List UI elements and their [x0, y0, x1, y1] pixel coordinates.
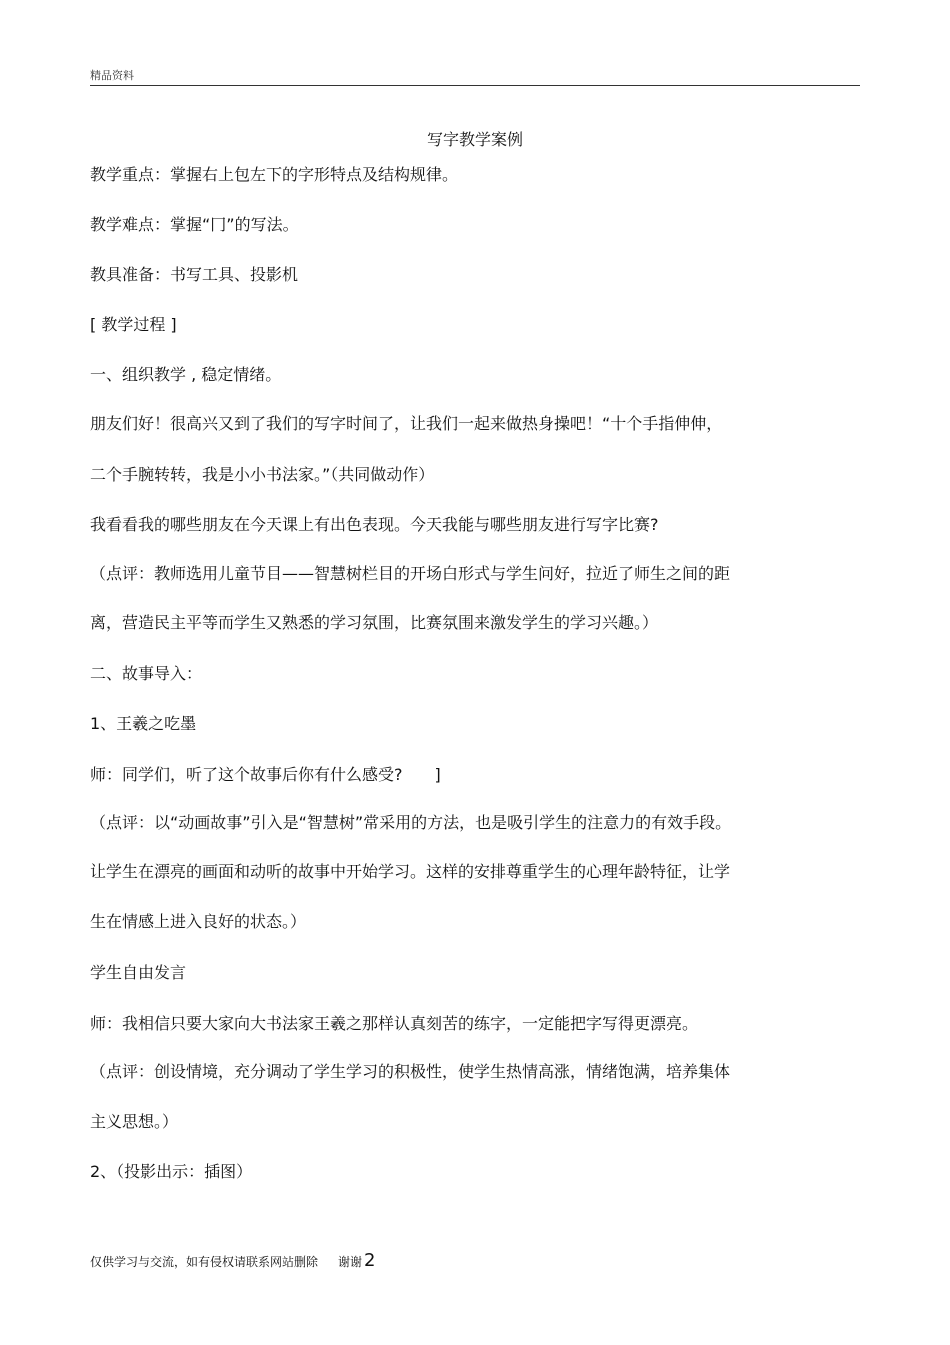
text-line: 生在情感上进入良好的状态。） [90, 912, 307, 931]
text-line: 离，营造民主平等而学生又熟悉的学习氛围，比赛氛围来激发学生的学习兴趣。） [90, 613, 659, 632]
footer [90, 1250, 375, 1271]
text-line: （点评：以“动画故事”引入是“智慧树”常采用的方法，也是吸引学生的注意力的有效手段。 [90, 813, 732, 832]
text-line: 主义思想。） [90, 1112, 179, 1131]
text-line: 让学生在漂亮的画面和动听的故事中开始学习。这样的安排尊重学生的心理年龄特征，让学 [90, 862, 731, 881]
text-line: 教学难点：掌握“冂”的写法。 [90, 215, 299, 234]
text-line: 师：同学们，听了这个故事后你有什么感受? ] [90, 765, 441, 784]
text-line: 朋友们好！很高兴又到了我们的写字时间了，让我们一起来做热身操吧！“十个手指伸伸， [90, 414, 723, 433]
text-line: （点评：教师选用儿童节目——智慧树栏目的开场白形式与学生问好，拉近了师生之间的距 [90, 564, 731, 583]
page-number: 2 [364, 1250, 376, 1271]
text-line: 二个手腕转转，我是小小书法家。”（共同做动作） [90, 465, 435, 484]
text-line: 我看看我的哪些朋友在今天课上有出色表现。今天我能与哪些朋友进行写字比赛? [90, 515, 659, 534]
text-line: 二、故事导入： [90, 664, 203, 683]
footer-text: 仅供学习与交流，如有侵权请联系网站删除 [90, 1255, 319, 1269]
footer-thanks: 谢谢 [338, 1255, 363, 1269]
text-line: [ 教学过程 ] [90, 315, 177, 334]
document-title: 写字教学案例 [426, 130, 523, 149]
header-divider [90, 85, 860, 86]
text-line: （点评：创设情境，充分调动了学生学习的积极性，使学生热情高涨，情绪饱满，培养集体 [90, 1062, 731, 1081]
text-line: 学生自由发言 [90, 963, 187, 982]
text-line: 1、王羲之吃墨 [90, 714, 197, 733]
text-line: 2、（投影出示：插图） [90, 1162, 253, 1181]
text-line: 教具准备：书写工具、投影机 [90, 265, 299, 284]
text-line: 教学重点：掌握右上包左下的字形特点及结构规律。 [90, 165, 459, 184]
text-line: 一、组织教学 , 稳定情绪。 [90, 365, 282, 384]
text-line: 师：我相信只要大家向大书法家王羲之那样认真刻苦的练字，一定能把字写得更漂亮。 [90, 1014, 699, 1033]
header-label: 精品资料 [90, 69, 134, 82]
